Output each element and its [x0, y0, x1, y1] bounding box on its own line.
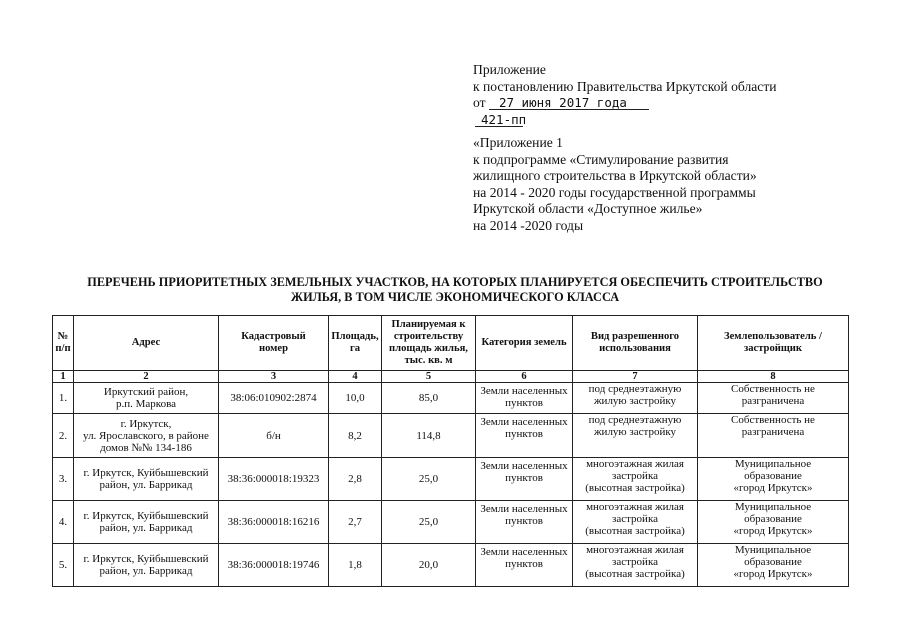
header-address: Адрес: [74, 316, 219, 371]
cell-use: под среднеэтажную жилую застройку: [573, 383, 698, 414]
title-line: ЖИЛЬЯ, В ТОМ ЧИСЛЕ ЭКОНОМИЧЕСКОГО КЛАССА: [290, 290, 620, 304]
cell-num: 5.: [53, 544, 74, 587]
cell-planned: 25,0: [382, 458, 476, 501]
table-row: [53, 501, 849, 544]
header-appendix-label: Приложение: [473, 62, 546, 77]
header-resolution-ref: к постановлению Правительства Иркутской области: [473, 78, 777, 94]
header-planned: Планируемая к строительству площадь жилья, тыс. кв. м: [382, 316, 476, 371]
cell-cadastral: 38:06:010902:2874: [219, 383, 329, 414]
cell-cadastral: б/н: [219, 414, 329, 458]
cell-owner: Муниципальное образование «город Иркутск»: [698, 458, 849, 501]
index-cell: 5: [382, 371, 476, 383]
cell-num: 3.: [53, 458, 74, 501]
table-row: [53, 414, 849, 458]
cell-address: г. Иркутск, Куйбышевский район, ул. Баррикад: [74, 544, 219, 587]
header-category: Категория земель: [476, 316, 573, 371]
index-row: [53, 371, 849, 383]
cell-area: 8,2: [329, 414, 382, 458]
table-header-row: [53, 316, 849, 371]
cell-category: Земли населенных пунктов: [476, 458, 573, 501]
cell-planned: 114,8: [382, 414, 476, 458]
cell-cadastral: 38:36:000018:16216: [219, 501, 329, 544]
cell-category: Земли населенных пунктов: [476, 544, 573, 587]
cell-category: Земли населенных пунктов: [476, 383, 573, 414]
index-cell: 4: [329, 371, 382, 383]
header-app-line: Иркутской области «Доступное жилье»: [473, 201, 703, 216]
cell-use: многоэтажная жилая застройка (высотная застройка): [573, 458, 698, 501]
header-app-line: к подпрограмме «Стимулирование развития: [473, 151, 729, 167]
header-app-line: на 2014 -2020 годы: [473, 217, 584, 233]
cell-cadastral: 38:36:000018:19746: [219, 544, 329, 587]
header-num: № п/п: [53, 316, 74, 371]
index-cell: 6: [476, 371, 573, 383]
table-row: [53, 544, 849, 587]
cell-address: Иркутский район, р.п. Маркова: [74, 383, 219, 414]
cell-area: 1,8: [329, 544, 382, 587]
cell-planned: 85,0: [382, 383, 476, 414]
land-plots-table: [52, 315, 849, 587]
cell-use: многоэтажная жилая застройка (высотная застройка): [573, 544, 698, 587]
cell-owner: Муниципальное образование «город Иркутск»: [698, 544, 849, 587]
cell-area: 2,8: [329, 458, 382, 501]
index-cell: 1: [53, 371, 74, 383]
cell-category: Земли населенных пунктов: [476, 501, 573, 544]
index-cell: 2: [74, 371, 219, 383]
cell-num: 4.: [53, 501, 74, 544]
cell-category: Земли населенных пунктов: [476, 414, 573, 458]
cell-area: 2,7: [329, 501, 382, 544]
header-area: Площадь, га: [329, 316, 382, 371]
cell-num: 2.: [53, 414, 74, 458]
header-app-line: «Приложение 1: [473, 135, 563, 150]
cell-owner: Собственность не разграничена: [698, 383, 849, 414]
index-cell: 7: [573, 371, 698, 383]
header-date: 27 июня 2017 года: [489, 96, 649, 110]
cell-address: г. Иркутск, Куйбышевский район, ул. Баррикад: [74, 501, 219, 544]
document-header: [473, 62, 777, 234]
header-number: 421-пп: [475, 113, 523, 127]
table-row: [53, 383, 849, 414]
cell-owner: Собственность не разграничена: [698, 414, 849, 458]
cell-use: под среднеэтажную жилую застройку: [573, 414, 698, 458]
header-date-line: [473, 95, 777, 112]
cell-use: многоэтажная жилая застройка (высотная застройка): [573, 501, 698, 544]
cell-address: г. Иркутск, Куйбышевский район, ул. Баррикад: [74, 458, 219, 501]
cell-planned: 20,0: [382, 544, 476, 587]
title-line: ПЕРЕЧЕНЬ ПРИОРИТЕТНЫХ ЗЕМЕЛЬНЫХ УЧАСТКОВ, НА КОТОРЫХ ПЛАНИРУЕТСЯ ОБЕСПЕЧИТЬ СТРОИТЕЛЬСТВО: [87, 275, 823, 289]
header-app-line: жилищного строительства в Иркутской области»: [473, 168, 757, 183]
cell-address: г. Иркутск, ул. Ярославского, в районе домов №№ 134-186: [74, 414, 219, 458]
header-from-label: от: [473, 95, 486, 110]
header-use: Вид разрешенного использования: [573, 316, 698, 371]
cell-cadastral: 38:36:000018:19323: [219, 458, 329, 501]
table-row: [53, 458, 849, 501]
cell-area: 10,0: [329, 383, 382, 414]
header-cadastral: Кадастровый номер: [219, 316, 329, 371]
header-number-line: [473, 112, 777, 129]
cell-num: 1.: [53, 383, 74, 414]
cell-planned: 25,0: [382, 501, 476, 544]
header-owner: Землепользователь / застройщик: [698, 316, 849, 371]
cell-owner: Муниципальное образование «город Иркутск»: [698, 501, 849, 544]
document-title: [40, 275, 870, 305]
index-cell: 8: [698, 371, 849, 383]
index-cell: 3: [219, 371, 329, 383]
header-app-line: на 2014 - 2020 годы государственной программы: [473, 184, 756, 200]
